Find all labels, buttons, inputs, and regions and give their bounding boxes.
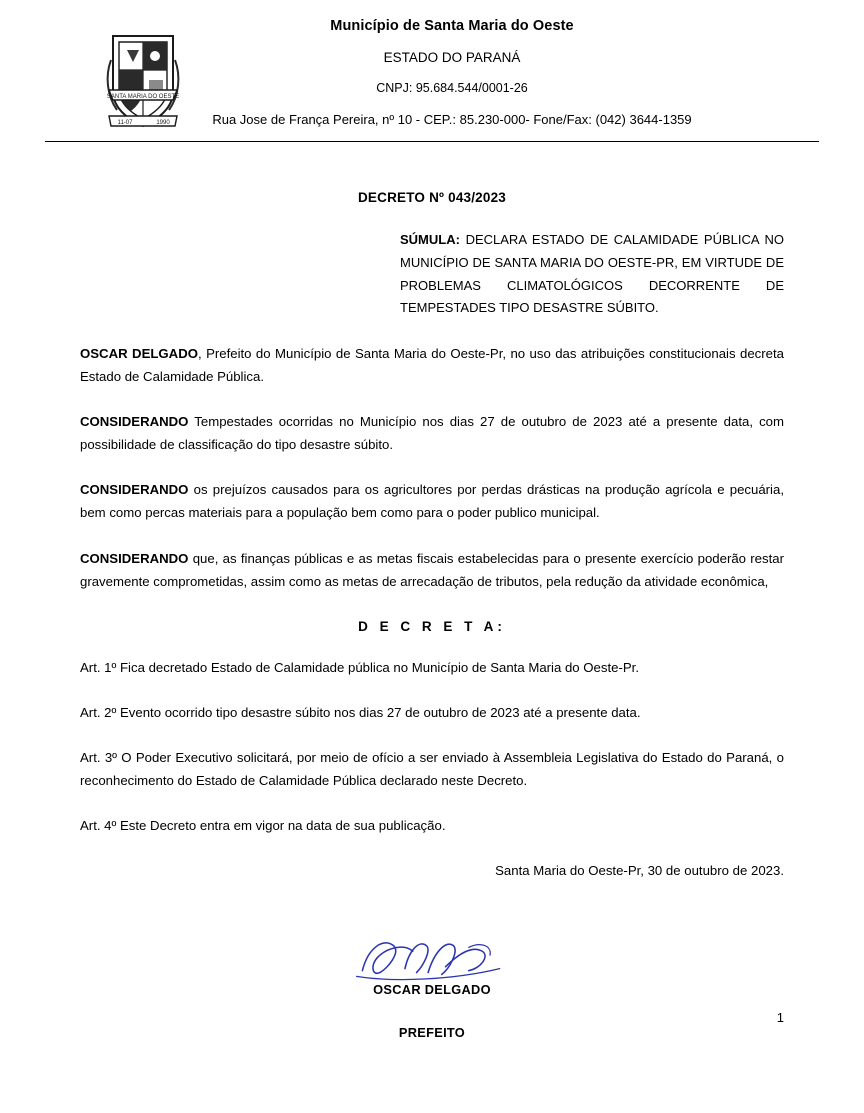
article-3: Art. 3º O Poder Executivo solicitará, por meio de ofício a ser enviado à Assembleia Legislativa do Estado do Paraná, o reconhecimento do Estado de Calamidade Pública declarado neste Decreto.: [80, 749, 784, 789]
considerando-label-1: CONSIDERANDO: [80, 414, 189, 430]
considerando-paragraph-3: [80, 547, 784, 593]
considerando-label-2: CONSIDERANDO: [80, 482, 189, 498]
preamble-name: OSCAR DELGADO: [80, 346, 198, 361]
considerando-paragraph-2: [80, 478, 784, 524]
cnpj-line: CNPJ: 95.684.544/0001-26: [376, 81, 528, 95]
sumula-text: DECLARA ESTADO DE CALAMIDADE PÚBLICA NO MUNICÍPIO DE SANTA MARIA DO OESTE-PR, EM VIRTUDE DE PROBLEMAS CLIMATOLÓGICOS DECORRENTE DE TEMPESTADES TIPO DESASTRE SÚBITO.: [400, 232, 784, 316]
coat-of-arms-icon: [105, 30, 181, 130]
considerando-text-3: que, as finanças públicas e as metas fiscais estabelecidas para o presente exercício poderão restar gravemente comprometidas, assim como as metas de arrecadação de tributos, pela redução da atividade econômica,: [80, 550, 784, 589]
document-body: [0, 190, 864, 1040]
signature-icon: [80, 930, 784, 988]
sumula-paragraph: [400, 229, 784, 320]
considerando-text-1: Tempestades ocorridas no Município nos dias 27 de outubro de 2023 até a presente data, com possibilidade de classificação do tipo desastre súbito.: [80, 414, 784, 453]
page-number: 1: [776, 1010, 784, 1025]
preamble-text: , Prefeito do Município de Santa Maria do Oeste-Pr, no uso das atribuições constitucionais decreta Estado de Calamidade Pública.: [80, 346, 784, 385]
sumula-label: SÚMULA:: [400, 232, 460, 247]
municipality-name: Município de Santa Maria do Oeste: [330, 18, 574, 34]
signature-block: [80, 930, 784, 1040]
svg-text:SANTA MARIA DO OESTE: SANTA MARIA DO OESTE: [106, 94, 180, 100]
considerando-label-3: CONSIDERANDO: [80, 550, 189, 566]
article-4: Art. 4º Este Decreto entra em vigor na data de sua publicação.: [80, 818, 446, 834]
decreta-heading: D E C R E T A:: [358, 618, 506, 634]
considerando-text-2: os prejuízos causados para os agricultores por perdas drásticas na produção agrícola e pecuária, bem como percas materiais para a população bem como para o poder publico municipal.: [80, 482, 784, 521]
document-header: [0, 0, 864, 142]
article-1: Art. 1º Fica decretado Estado de Calamidade pública no Município de Santa Maria do Oeste-Pr.: [80, 659, 639, 675]
signer-role: PREFEITO: [398, 1025, 466, 1041]
place-and-date: Santa Maria do Oeste-Pr, 30 de outubro de 2023.: [495, 863, 784, 879]
signer-name: OSCAR DELGADO: [373, 982, 491, 998]
article-2: Art. 2º Evento ocorrido tipo desastre súbito nos dias 27 de outubro de 2023 até a presente data.: [80, 704, 641, 720]
svg-text:1990: 1990: [156, 120, 170, 126]
decree-title: DECRETO Nº 043/2023: [357, 190, 507, 205]
svg-text:11-07: 11-07: [117, 120, 133, 126]
address-line: Rua Jose de França Pereira, nº 10 - CEP.: 85.230-000- Fone/Fax: (042) 3644-1359: [212, 112, 692, 127]
preamble-paragraph: [80, 342, 784, 388]
header-divider: [45, 141, 819, 142]
considerando-paragraph-1: [80, 410, 784, 456]
state-name: ESTADO DO PARANÁ: [383, 50, 521, 65]
